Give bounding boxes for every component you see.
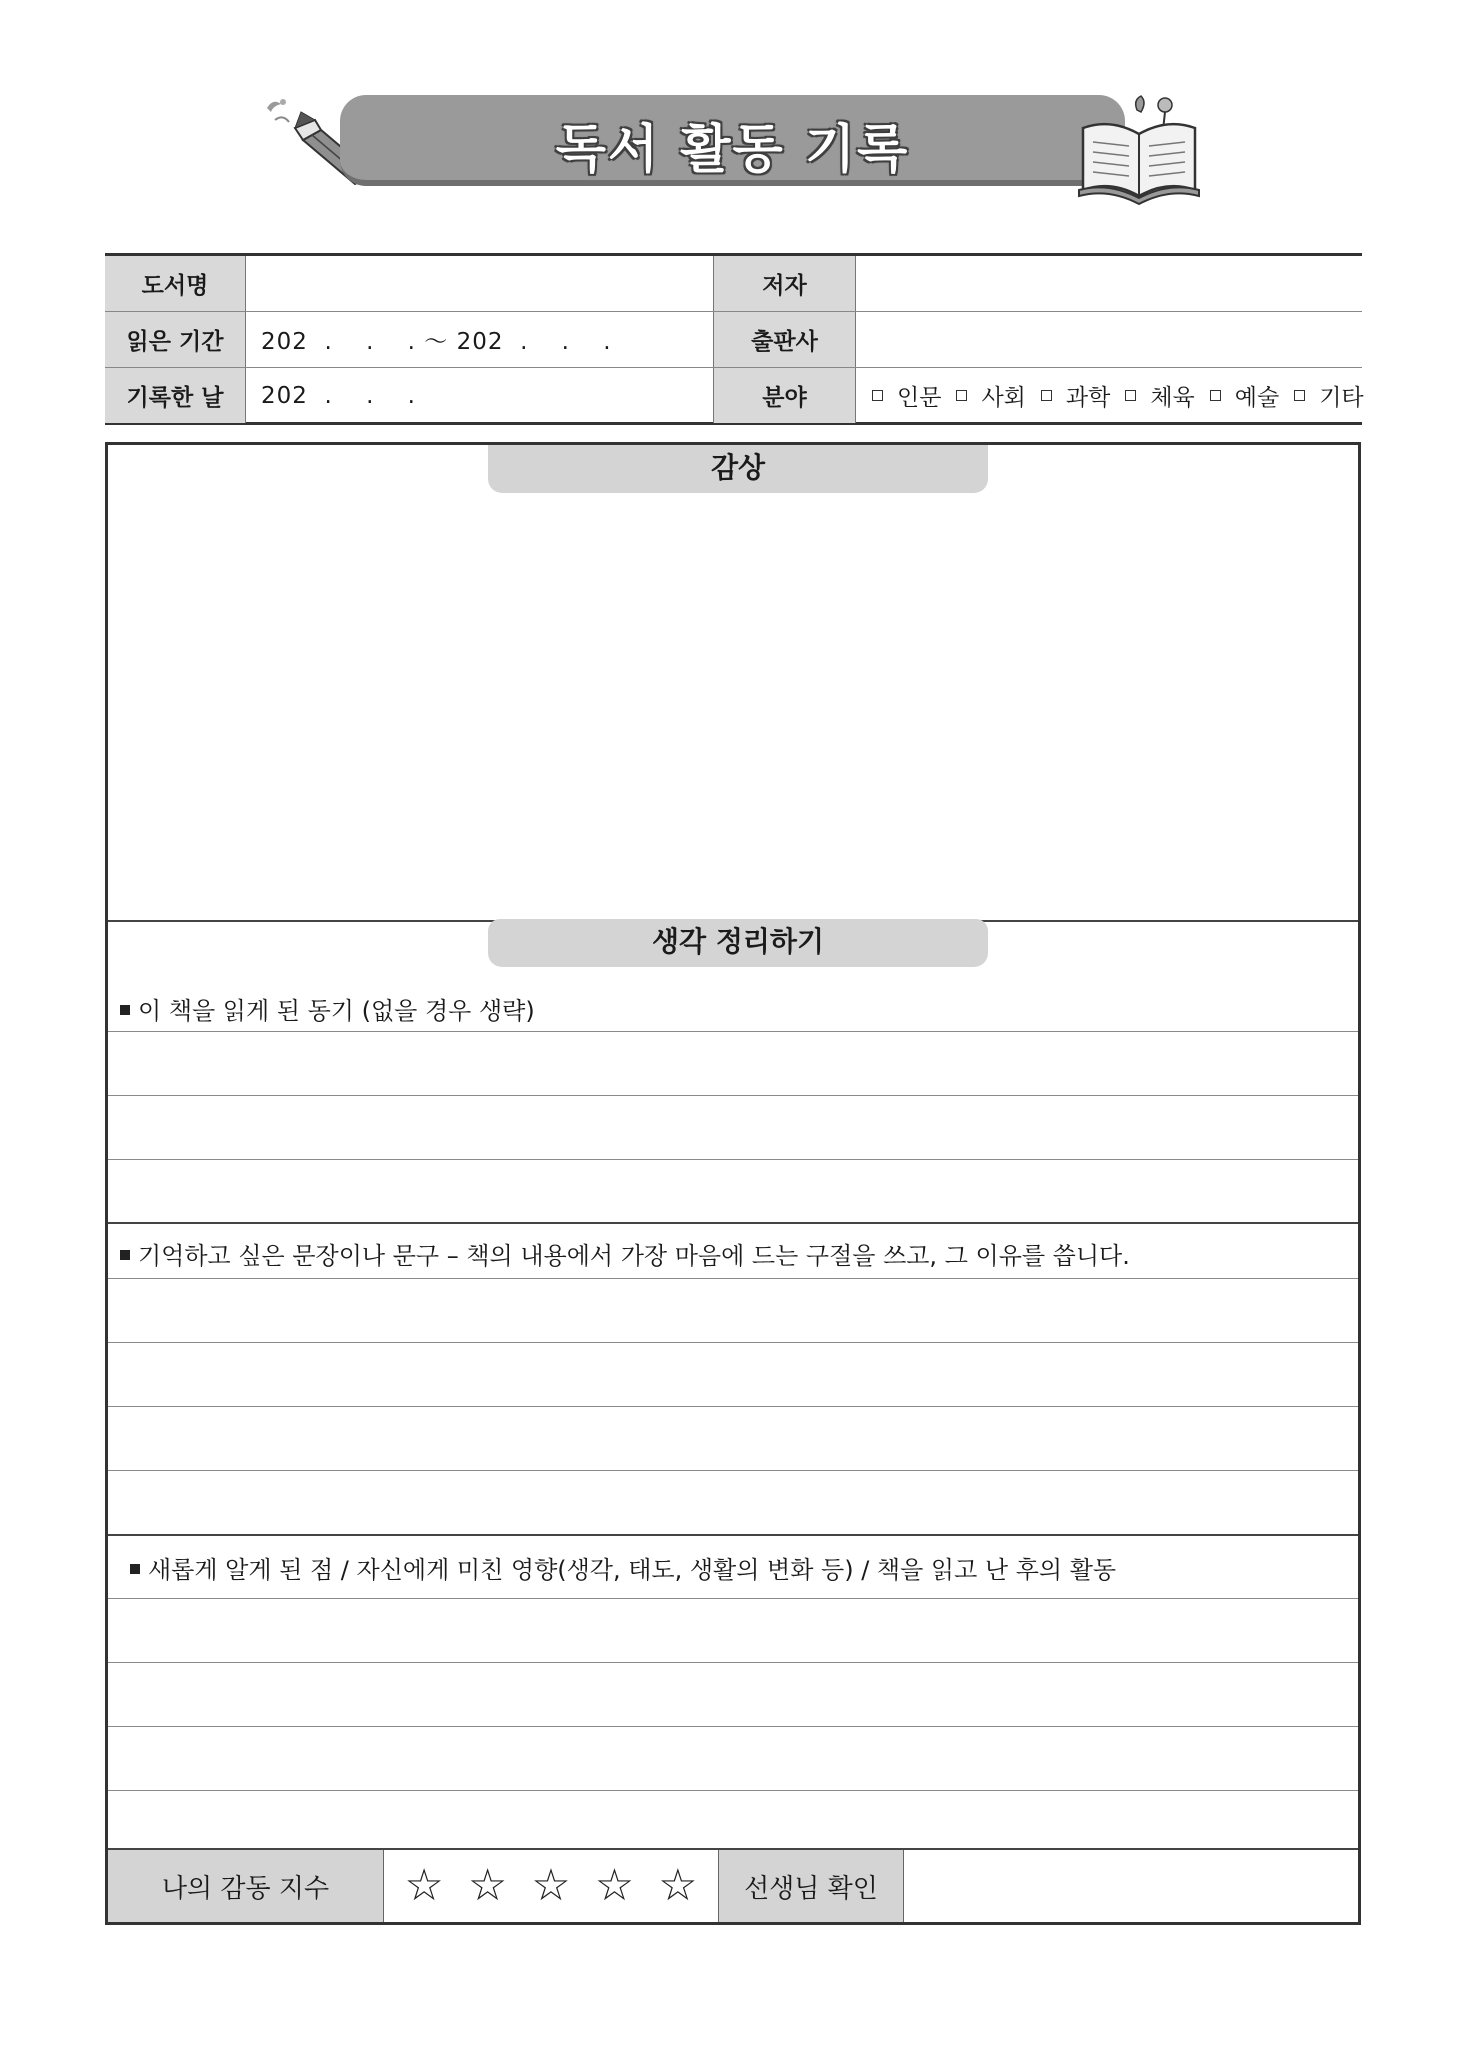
checkbox-icon xyxy=(1294,390,1305,401)
bullet-icon xyxy=(120,1005,130,1015)
bullet-icon xyxy=(120,1250,130,1260)
field-option-humanities[interactable]: 인문 xyxy=(872,379,941,412)
writing-line[interactable] xyxy=(108,1095,1358,1096)
star-icon[interactable]: ☆ xyxy=(467,1860,508,1911)
star-icon[interactable]: ☆ xyxy=(531,1860,571,1911)
record-date-field[interactable] xyxy=(246,368,714,423)
field-checkboxes xyxy=(856,368,1362,423)
author-field[interactable] xyxy=(856,256,1362,311)
motivation-prompt: 이 책을 읽게 된 동기 (없을 경우 생략) xyxy=(120,991,535,1026)
record-date-label: 기록한 날 xyxy=(105,368,246,423)
page-title: 독서 활동 기록 xyxy=(555,120,910,180)
bullet-icon xyxy=(130,1564,140,1574)
reading-record-frame xyxy=(105,442,1361,1925)
star-icon[interactable]: ☆ xyxy=(594,1860,635,1911)
field-option-other[interactable]: 기타 xyxy=(1294,379,1363,412)
title-banner xyxy=(340,95,1125,186)
period-field[interactable] xyxy=(246,312,714,367)
publisher-field[interactable] xyxy=(856,312,1362,367)
writing-line[interactable] xyxy=(108,1790,1358,1791)
checkbox-icon xyxy=(1210,390,1221,401)
checkbox-icon xyxy=(1125,390,1136,401)
checkbox-icon xyxy=(872,390,883,401)
book-title-label: 도서명 xyxy=(105,256,246,311)
field-option-society[interactable]: 사회 xyxy=(956,379,1025,412)
summary-tab: 생각 정리하기 xyxy=(488,919,988,967)
teacher-check-label: 선생님 확인 xyxy=(719,1850,904,1922)
checkbox-icon xyxy=(1041,390,1052,401)
info-row-date xyxy=(105,368,1362,423)
period-value: 202 . . . ～ 202 . . . xyxy=(261,329,612,355)
impression-tab: 감상 xyxy=(488,445,988,493)
book-info-table xyxy=(105,253,1362,425)
author-label: 저자 xyxy=(714,256,856,311)
impression-index-label: 나의 감동 지수 xyxy=(108,1850,384,1922)
quote-prompt: 기억하고 싶은 문장이나 문구 – 책의 내용에서 가장 마음에 드는 구절을 쓰고, 그 이유를 씁니다. xyxy=(120,1236,1130,1271)
open-book-icon xyxy=(1075,90,1205,205)
record-date-value: 202 . . . xyxy=(261,382,416,409)
field-option-arts[interactable]: 예술 xyxy=(1210,379,1279,412)
learning-prompt: 새롭게 알게 된 점 / 자신에게 미친 영향(생각, 태도, 생활의 변화 등) / 책을 읽고 난 후의 활동 xyxy=(130,1550,1116,1585)
impression-area[interactable] xyxy=(108,495,1358,919)
writing-line[interactable] xyxy=(108,1342,1358,1343)
star-icon[interactable]: ☆ xyxy=(658,1860,698,1911)
checkbox-icon xyxy=(956,390,967,401)
info-row-period xyxy=(105,312,1362,367)
writing-line[interactable] xyxy=(108,1406,1358,1407)
field-option-science[interactable]: 과학 xyxy=(1041,379,1110,412)
field-option-pe[interactable]: 체육 xyxy=(1125,379,1194,412)
field-label: 분야 xyxy=(714,368,856,423)
publisher-label: 출판사 xyxy=(714,312,856,367)
writing-line[interactable] xyxy=(108,1159,1358,1160)
info-row-title xyxy=(105,256,1362,311)
star-rating xyxy=(384,1850,719,1922)
book-title-field[interactable] xyxy=(246,256,714,311)
writing-line[interactable] xyxy=(108,1662,1358,1663)
star-icon[interactable]: ☆ xyxy=(404,1860,444,1911)
writing-line[interactable] xyxy=(108,1726,1358,1727)
writing-line[interactable] xyxy=(108,1470,1358,1471)
period-label: 읽은 기간 xyxy=(105,312,246,367)
footer-row xyxy=(108,1848,1358,1922)
teacher-check-field[interactable] xyxy=(904,1850,1358,1922)
